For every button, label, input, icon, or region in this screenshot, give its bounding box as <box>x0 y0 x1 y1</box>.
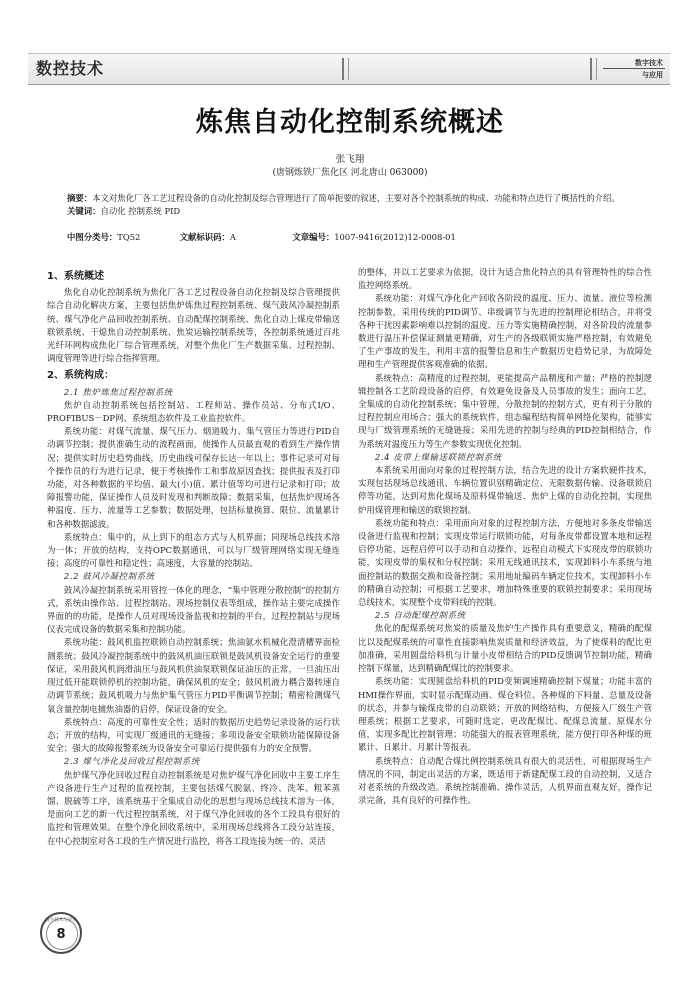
paragraph: 系统功能：对煤气流量、煤气压力、烟道吸力、集气管压力等进行PID自动调节控制；提供准确生动的流程画面，使操作人员最直观的看到生产操作情况；提供实时历史趋势曲线，历史曲线可保存长达一年以上；事件记录可对每个操作员的行为进行记录，便于考核操作工和事故原因查找；提供报表及打印功能，对各种数据的平均值、最大(小)值、累计值等均可进行记录和打印；故障报警功能，保证操作人员及时发现和判断故障；数据采集，包括焦炉现场各种温度、压力、流量等工艺参数；数据处理，包括标量换算、限位、流量累计和各种数据滤波。 <box>47 426 340 529</box>
logo-rule <box>603 68 665 69</box>
subsection-heading: 2.5 自动配煤控制系统 <box>374 610 466 621</box>
paragraph: 系统特点：高精度的过程控制，更能提高产品精度和产量；严格的控制逻辑控制各工艺阶段设备的启停，有效避免设备及人员事故的发生；面向工艺，全集成的自动化控制系统；集中管理，分散控制的控制方式，更有利于分散的过程控制应用场合；强大的系统软件，组态编程结构简单网络化架构，能够实现与厂级管理系统的无缝链接；采用先进的控制与经典的PID控制相结合，作为系统对温度压力等生产参数实现优化控制。 <box>358 372 652 449</box>
abstract-label: 摘要： <box>67 193 93 203</box>
logo-text-line1: 数字技术 <box>635 59 663 67</box>
article-no-value: 1007-9416(2012)12-0008-01 <box>334 232 456 242</box>
keywords-line <box>67 205 657 218</box>
doc-code-label: 文献标识码： <box>179 232 230 242</box>
header-divider <box>590 58 592 80</box>
body-column-left <box>47 266 340 848</box>
subsection-heading: 2.2 鼓风冷凝控制系统 <box>63 571 155 582</box>
paragraph: 系统特点：高度的可靠性安全性；适时的数据历史趋势记录设备的运行状态；开放的结构，可实现厂级通讯的无缝接；多项设备安全联锁功能保障设备安全；强大的故障报警系统为设备安全可靠运行提供强有力的安全预警。 <box>47 716 340 754</box>
paragraph: 系统功能：实现圆盘给料机的PID变频调速精确控制下煤量；功能丰富的HMI操作界面，实时显示配煤动画、煤仓料位、各种煤的下料量、总量及设备的状态，并参与输煤皮带的自动联锁；开放的网络结构，方便接入厂级生产管理系统；根据工艺要求，可随时选定、更改配煤比、配煤总流量、原煤水分值，实现多配比控制管理；功能强大的报表管理系统，能方便打印各种煤的班累计、日累计、月累计等报表。 <box>358 676 652 753</box>
page-number: 8 <box>56 927 66 942</box>
paragraph: 本系统采用面向对象的过程控制方法，结合先进的设计方案软硬件技术，实现包括现场总线通讯、车辆位置识别精确定位、无限数据传输、设备联锁启停等功能，达到对焦化煤场及原料煤带输送、焦炉上煤的自动化控制，实现焦炉用煤管理和输送的联锁控制。 <box>358 465 652 515</box>
body-column-right <box>358 266 652 807</box>
abstract-text: 本文对焦化厂各工艺过程设备的自动化控制及综合管理进行了简单扼要的叙述，主要对各个控制系统的构成、功能和特点进行了概括性的介绍。 <box>92 193 620 203</box>
paragraph: 系统特点：自动配合煤比例控制系统具有很大的灵活性，可根据现场生产情况的不同，制定出灵活的方案，既适用于新建配煤工段的自动控制，又适合对老系统的升级改造。系统控制准确、操作灵活，人机界面直观友好，操作记录完备，具有良好的可操作性。 <box>358 755 652 806</box>
subsection-heading: 2.3 煤气净化及回收过程控制系统 <box>63 756 200 767</box>
paragraph: 系统特点：集中的，从上到下的组态方式与人机界面；同现场总线技术溶为一体；开放的结构，支持OPC数据通讯，可以与厂级管理网络实现无缝连接；高度的可靠性和稳定性；高速度，大容量的控制站。 <box>47 531 340 569</box>
logo-text-line2: 与应用 <box>642 71 663 79</box>
article-author: 张飞翔 <box>335 154 365 165</box>
subsection-heading: 2.1 焦炉炼焦过程控制系统 <box>63 386 173 397</box>
page-number-badge <box>40 912 82 954</box>
paragraph: 系统功能：鼓风机监控联锁自动控制系统；焦油氨水机械化澄清槽界面检测系统；鼓风冷凝控制系统中的鼓风机油压联锁是鼓风机设备安全运行的重要保证，采用鼓风机润滑油压与鼓风机供油泵联锁保证油压的正常，一旦油压出现过低开能联锁停机的控制功能，确保风机的安全；鼓风机液力耦合器转速自动调节系统；鼓风机吸力与焦炉集气管压力PID平衡调节控制；精密检测煤气氧含量控制电捕焦油器的启停，保证设备的安全。 <box>47 637 340 714</box>
abstract <box>67 192 657 218</box>
keywords-text: 自动化 控制系统 PID <box>100 206 181 216</box>
header-divider <box>342 58 344 80</box>
paragraph: 的整体，并以工艺要求为依据，设计为适合焦化特点的具有管理特性的综合性监控网络系统。 <box>358 267 652 291</box>
article-title: 炼焦自动化控制系统概述 <box>196 107 504 138</box>
author-affiliation: (唐钢炼铁厂焦化区 河北唐山 063000) <box>272 168 428 178</box>
header-divider <box>596 58 597 80</box>
clc-label: 中图分类号： <box>67 232 118 242</box>
classification-row <box>67 231 456 243</box>
subsection-heading: 2.4 皮带上煤输送联锁控制系统 <box>374 451 502 462</box>
paragraph: 系统功能：对煤气净化化产回收各阶段的温度、压力、流量、液位等检测控制参数，采用传统的PID调节、串级调节与先进的控制理论相结合，并将受各种干扰因素影响难以控制的温度、压力等实施精确控制，对各阶段的流量参数进行温压补偿保证测量更精确，对生产的各级联锁实施严格控制，有效避免了生产事故的发生，利用丰富的报警信息和生产数据历史趋势记录，为故障处理和生产管理提供客观准确的依据。 <box>358 293 652 370</box>
header-band <box>28 53 670 85</box>
paragraph: 焦化的配煤系统对焦炭的质量及焦炉生产操作具有重要意义，精确的配煤比以及配煤系统的可靠性直接影响焦炭质量和经济效益，为了使煤料的配比更加准确，采用圆盘给料机与计量小皮带相结合的PID反馈调节控制功能，精确控制下煤量，达到精确配煤比的控制要求。 <box>358 623 652 674</box>
abstract-paragraph <box>67 192 657 205</box>
section-heading: 1、系统概述 <box>47 271 104 282</box>
paragraph: 焦化自动化控制系统为焦化厂各工艺过程设备自动化控制及综合管理提供综合自动化解决方案，主要包括焦炉炼焦过程控制系统、煤气鼓风冷凝控制系统、煤气净化产品回收控制系统、自动配煤控制系统、焦化自动上煤皮带输送联锁系统、干熄焦自动控制系统、焦炭运输控制系统等，各控制系统通过百兆光纤环网构成焦化厂综合管理系统，对整个焦化厂生产数据采集、过程控制、调度管理等进行综合指挥管理。 <box>47 287 340 364</box>
clc-value: TQ52 <box>117 232 141 242</box>
paragraph: 焦炉自动控制系统包括控制站、工程师站、操作员站、分布式I/O、PROFIBUS－DP网、系统组态软件及工业监控软件。 <box>47 399 340 424</box>
badge-label: 数字技术与应用 <box>45 918 77 923</box>
article-no-label: 文章编号： <box>292 232 335 242</box>
doc-code-value: A <box>229 232 236 242</box>
section-name: 数控技术 <box>36 59 105 78</box>
paragraph: 焦炉煤气净化回收过程自动控制系统是对焦炉煤气净化回收中主要工序生产设备进行生产过程的监视控制，主要包括煤气脱氨、终冷、洗苯、粗苯蒸馏、脱硫等工序，该系统基于全集成自动化的思想与现场总线技术溶为一体，是面向工艺的新一代过程控制系统，对于煤气净化回收的各个工段具有很好的监控和管理效果。在整个净化回收系统中，采用现场总线将各工段分站连接，在中心控制室对各工段的生产情况进行监控，将各工段连接为统一的、灵活 <box>47 769 340 846</box>
journal-logo <box>603 57 665 81</box>
section-heading: 2、系统构成： <box>47 370 114 382</box>
keywords-label: 关键词： <box>67 206 101 216</box>
paragraph: 鼓风冷凝控制系统采用管控一体化的理念，“集中管理分散控制”的控制方式，系统由操作站、过程控制站、现场控制仪表等组成，操作站主要完成操作界面的的功能，是操作人员对现场设备监视和控制的平台，过程控制站与现场仪表完成设备的数据采集和控制功能。 <box>47 584 340 635</box>
paragraph: 系统功能和特点：采用面向对象的过程控制方法，方便地对多条皮带输送设备进行监视和控制；实现皮带运行联锁功能，对每条皮带都设置本地和远程启停功能，远程启停可以手动和自动操作，远程自动模式下实现皮带的联锁功能，实现皮带的集权和分权控制；采用无线通讯技术，实现卸料小车系统与地面控制站的数据交换和设备控制；采用地址编码车辆定位技术，实现卸料小车的精确自动控制；可根据工艺要求，增加特殊重要的联锁控制要求；采用现场总线技术，实现整个皮带料线的控制。 <box>358 517 652 608</box>
header-divider <box>348 58 349 80</box>
